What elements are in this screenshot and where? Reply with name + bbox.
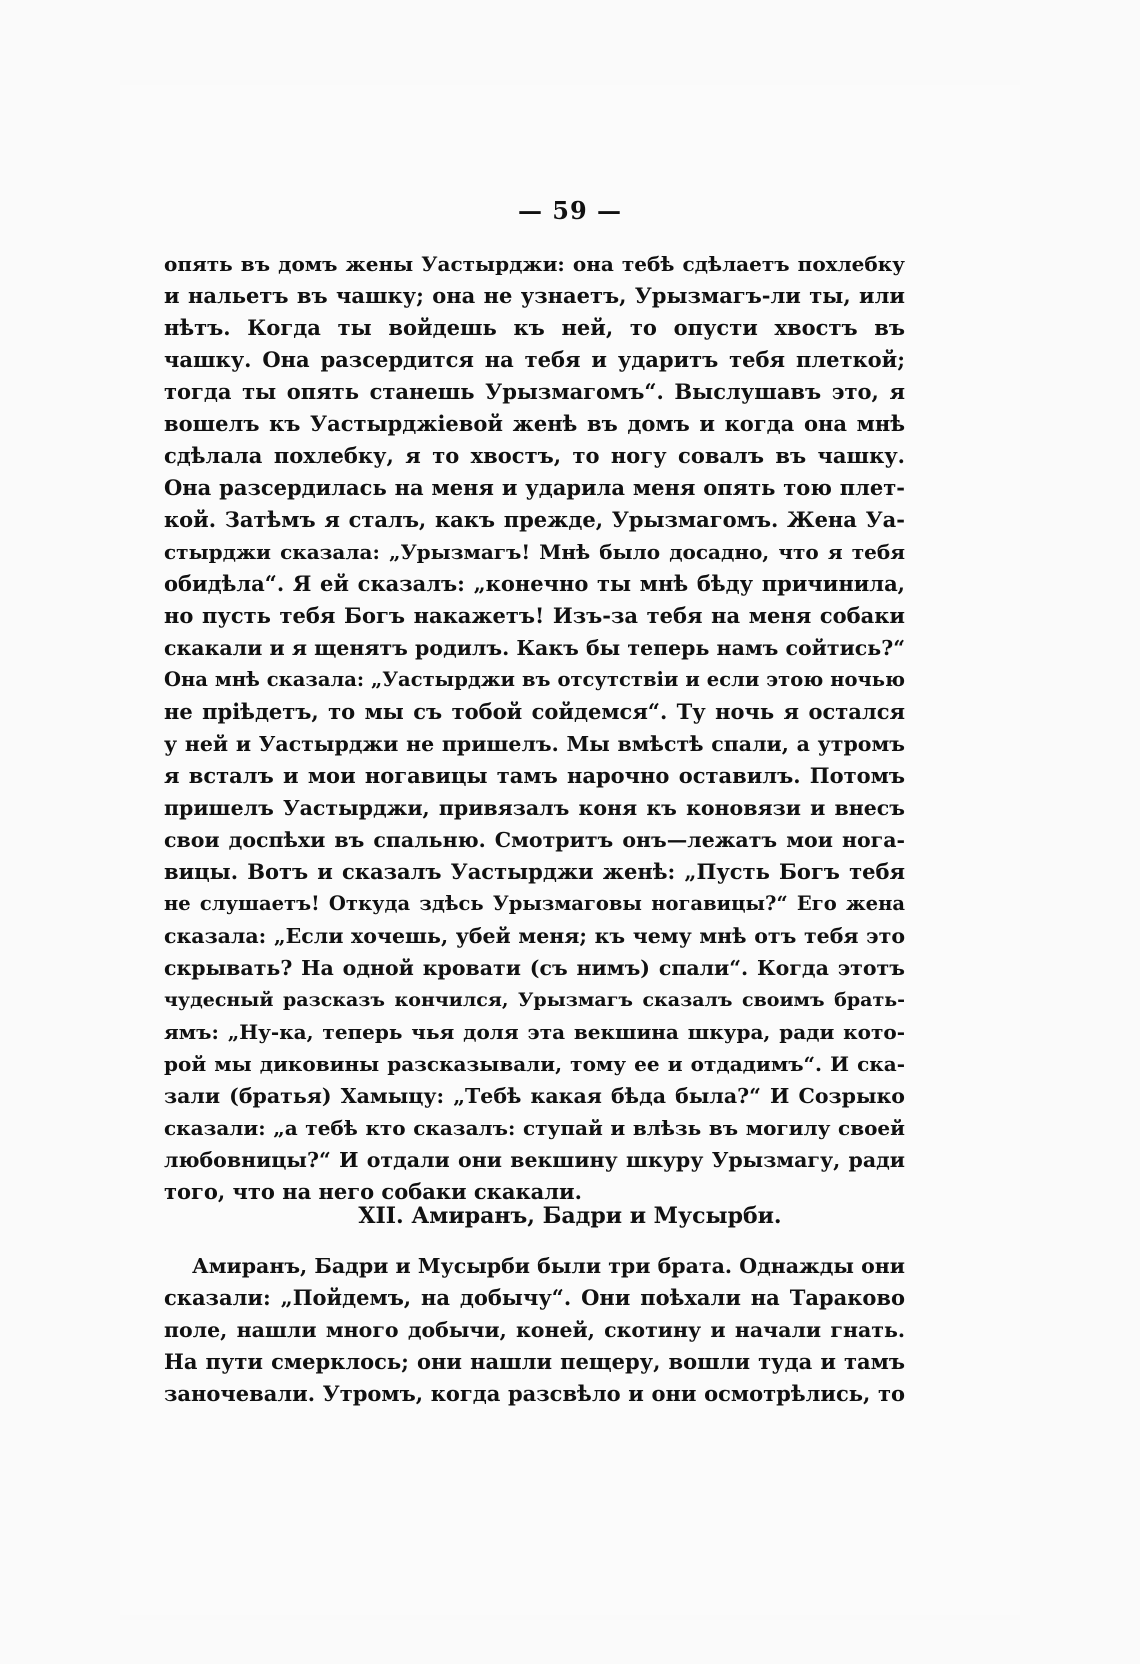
text-line: не слушаетъ! Откуда здѣсь Урызмаговы ногавицы?“ Его жена [164,892,905,915]
text-line: свои доспѣхи въ спальню. Смотритъ онъ—лежатъ мои нога- [164,828,905,852]
text-line: у ней и Уастырджи не пришелъ. Мы вмѣстѣ спали, а утромъ [164,732,905,756]
text-line: вицы. Вотъ и сказалъ Уастырджи женѣ: „Пусть Богъ тебя [164,859,905,884]
text-line: кой. Затѣмъ я сталъ, какъ прежде, Урызмагомъ. Жена Уа- [164,507,905,532]
text-line: чашку. Она разсердится на тебя и ударитъ тебя плеткой; [164,347,905,372]
text-line: чудесный разсказъ кончился, Урызмагъ сказалъ своимъ брать- [164,989,905,1011]
text-line: скрывать? На одной кровати (съ нимъ) спали“. Когда этотъ [164,956,905,980]
text-line: Она мнѣ сказала: „Уастырджи въ отсутствiи и если этою ночью [164,668,905,691]
text-line: Она разсердилась на меня и ударила меня опять тою плет- [164,475,905,500]
paragraph-1 [164,248,905,1208]
text-line: обидѣла“. Я ей сказалъ: „конечно ты мнѣ бѣду причинила, [164,571,905,596]
text-line: стырджи сказала: „Урызмагъ! Мнѣ было досадно, что я тебя [164,540,905,564]
text-line: ямъ: „Ну-ка, теперь чья доля эта векшина шкура, ради кото- [164,1020,905,1044]
text-line: скакали и я щенятъ родилъ. Какъ бы теперь намъ сойтись?“ [164,636,905,660]
text-line: сказала: „Если хочешь, убей меня; къ чему мнѣ отъ тебя это [164,924,905,948]
text-line: рой мы диковины разсказывали, тому ее и отдадимъ“. И ска- [164,1052,905,1076]
text-line: не прiѣдетъ, то мы съ тобой сойдемся“. Ту ночь я остался [164,699,905,724]
text-line: сказали: „Пойдемъ, на добычу“. Они поѣхали на Тараково [164,1285,905,1310]
text-line: Амиранъ, Бадри и Мусырби были три брата. Однажды они [192,1254,905,1278]
text-line: На пути смерклось; они нашли пещеру, вошли туда и тамъ [164,1349,905,1374]
text-line: нѣтъ. Когда ты войдешь къ ней, то опусти хвостъ въ [164,315,905,340]
text-line: заночевали. Утромъ, когда разсвѣло и они осмотрѣлись, то [164,1381,905,1406]
text-line: пришелъ Уастырджи, привязалъ коня къ коновязи и внесъ [164,796,905,820]
text-line: зали (братья) Хамыцу: „Тебѣ какая бѣда была?“ И Созрыко [164,1084,905,1108]
text-line: сдѣлала похлебку, я то хвостъ, то ногу совалъ въ чашку. [164,443,905,468]
paragraph-2 [164,1250,905,1410]
text-line: и нальетъ въ чашку; она не узнаетъ, Урызмагъ-ли ты, или [164,283,905,308]
text-line: вошелъ къ Уастырджiевой женѣ въ домъ и когда она мнѣ [164,411,905,436]
text-line: опять въ домъ жены Уастырджи: она тебѣ сдѣлаетъ похлебку [164,252,905,276]
text-line: поле, нашли много добычи, коней, скотину и начали гнать. [164,1318,905,1342]
page-number: — 59 — [517,196,623,225]
text-line: тогда ты опять станешь Урызмагомъ“. Выслушавъ это, я [164,379,905,404]
text-line: но пусть тебя Богъ накажетъ! Изъ-за тебя на меня собаки [164,603,905,628]
text-line: того, что на него собаки скакали. [164,1179,582,1204]
text-line: любовницы?“ И отдали они векшину шкуру Урызмагу, ради [164,1148,905,1172]
section-heading: XII. Амиранъ, Бадри и Мусырби. [358,1203,782,1229]
text-line: я всталъ и мои ногавицы тамъ нарочно оставилъ. Потомъ [164,763,905,788]
text-line: сказали: „а тебѣ кто сказалъ: ступай и влѣзь въ могилу своей [164,1116,905,1140]
